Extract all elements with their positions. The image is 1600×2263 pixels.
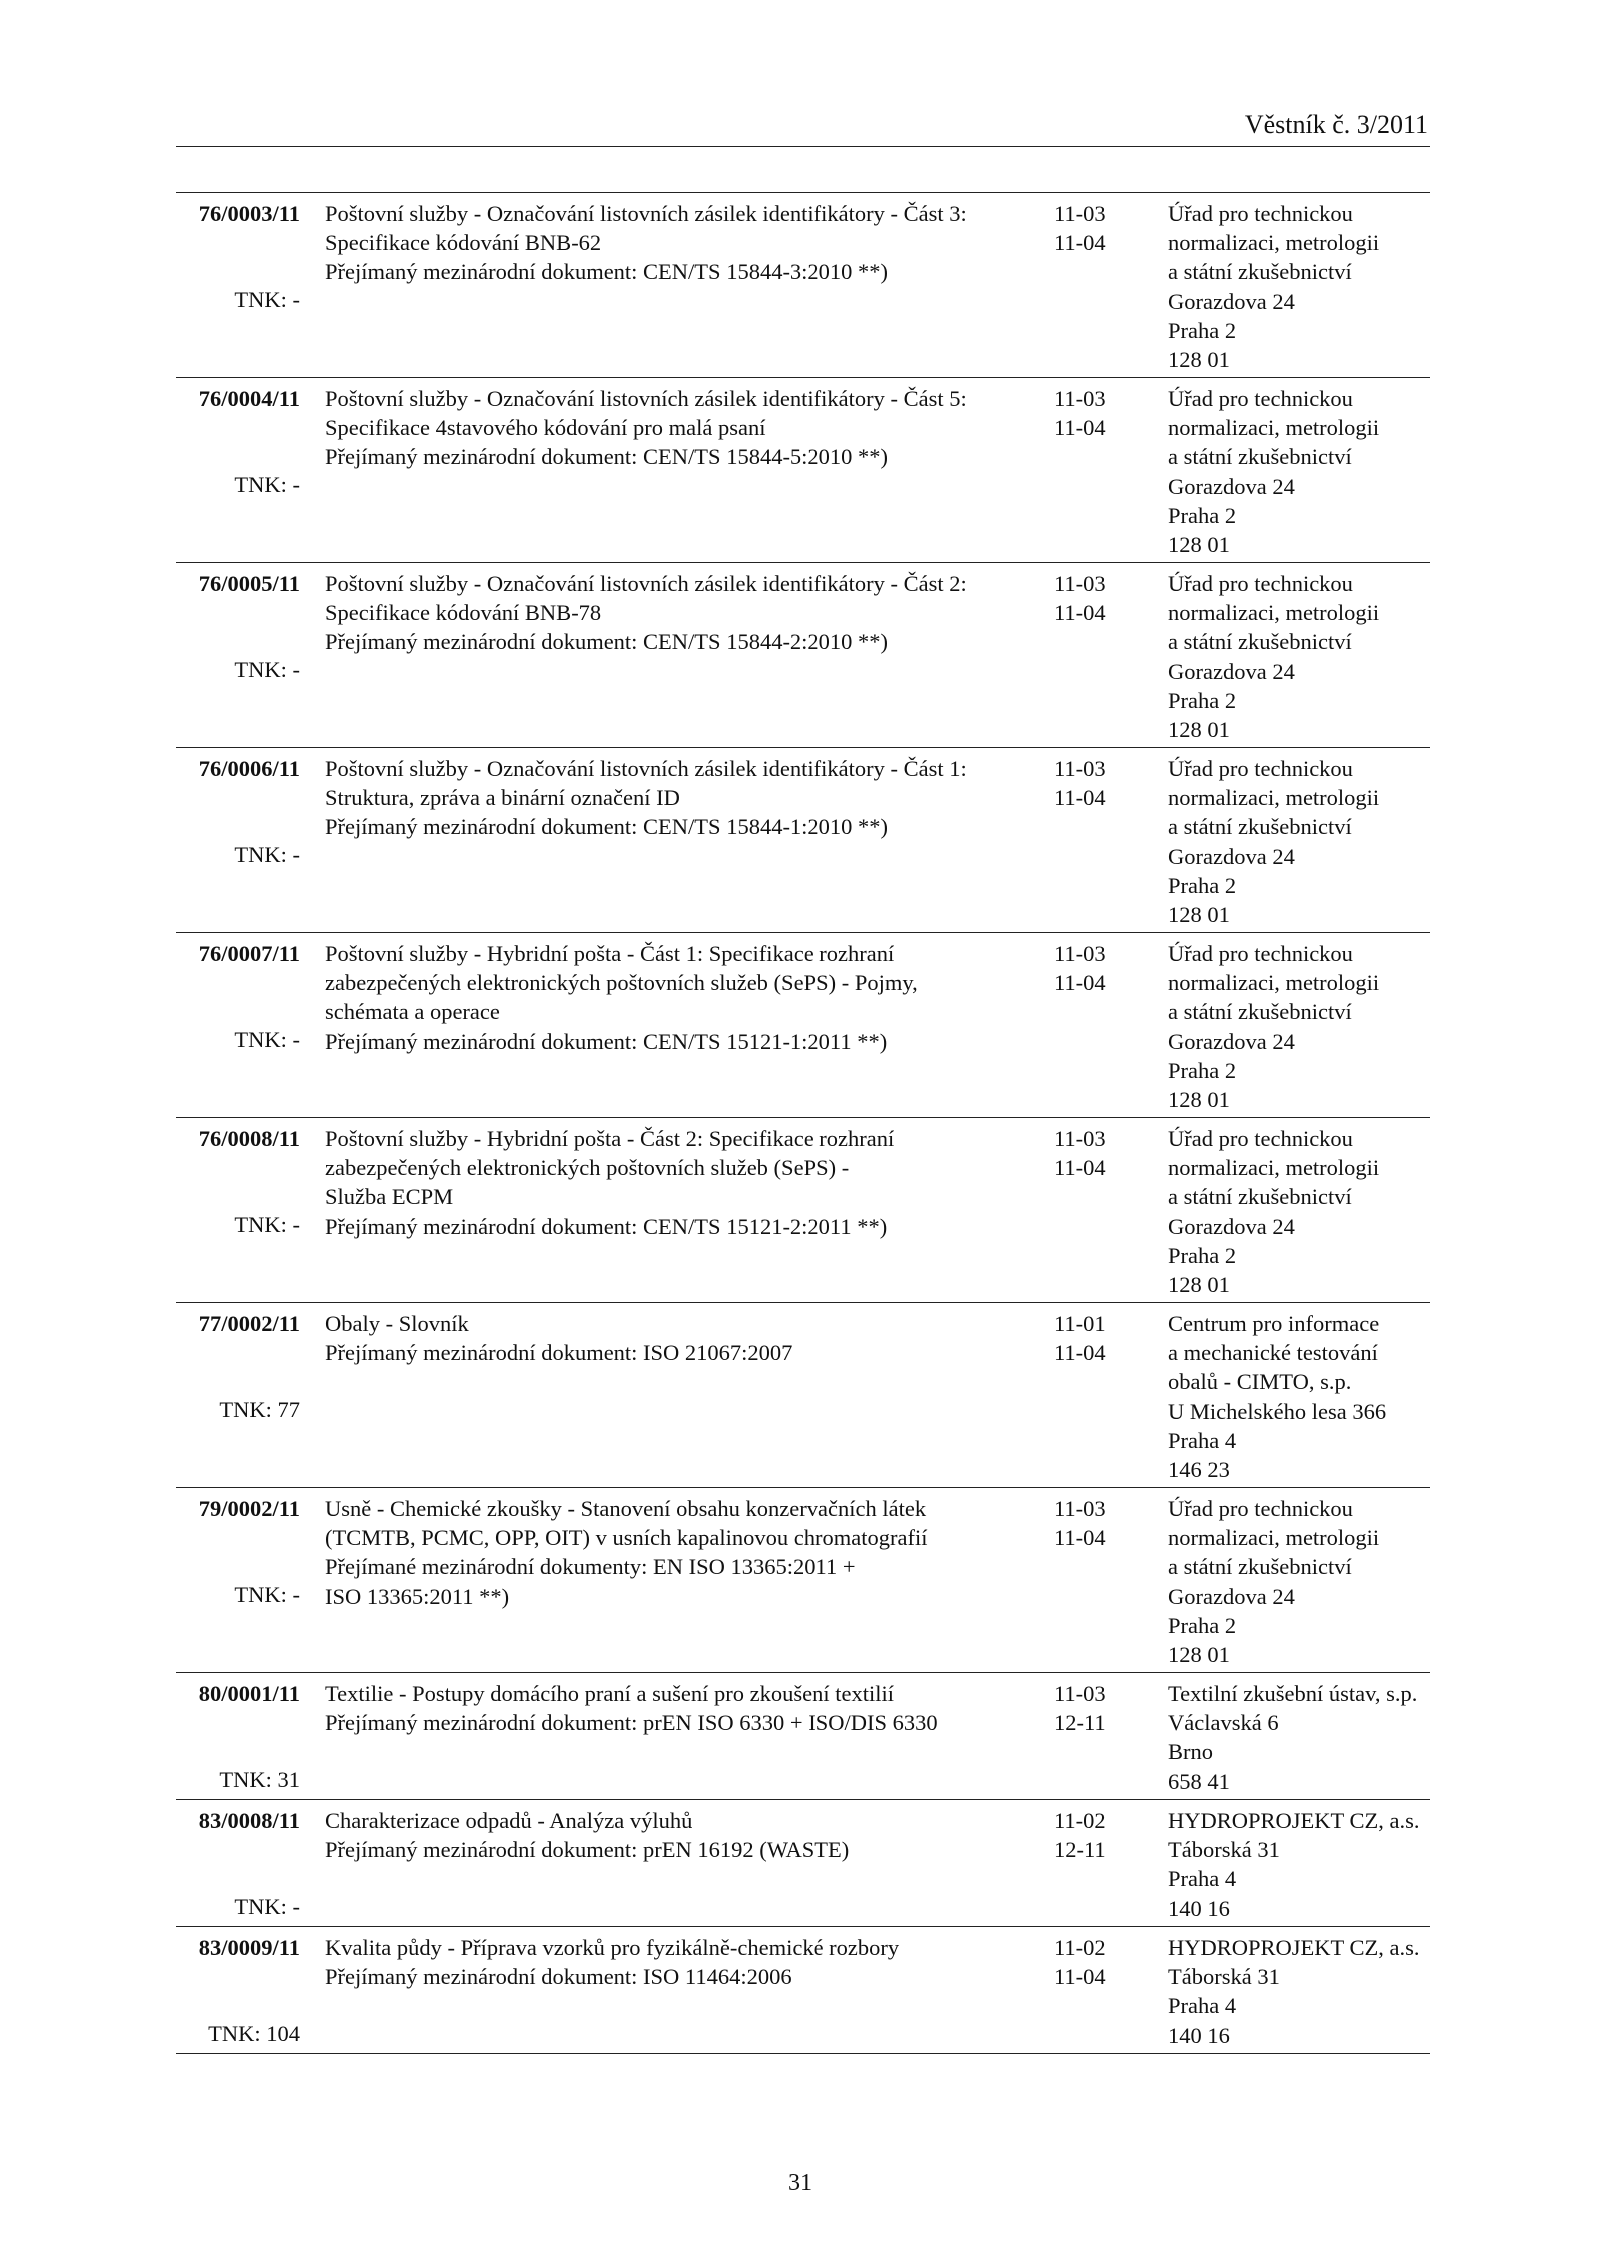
- tnk-label: TNK: -: [234, 1894, 300, 1919]
- dates: 11-01 11-04: [1054, 1311, 1106, 1366]
- organization-address: Textilní zkušební ústav, s.p. Václavská 6 Brno 658 41: [1168, 1681, 1418, 1794]
- table-row: [176, 563, 1430, 748]
- standard-title: Poštovní služby - Označování listovních zásilek identifikátory - Část 2: Specifikace kódování BNB-78 Přejímaný mezinárodní dokument: CEN/TS 15844-2:2010 **): [325, 571, 967, 655]
- table-row: [176, 748, 1430, 933]
- standard-number: 76/0003/11: [198, 201, 300, 226]
- organization-address: Úřad pro technickou normalizaci, metrologii a státní zkušebnictví Gorazdova 24 Praha 2 128 01: [1168, 201, 1380, 373]
- table-row: [176, 1488, 1430, 1673]
- dates: 11-03 11-04: [1054, 201, 1106, 256]
- tnk-label: TNK: -: [234, 1212, 300, 1237]
- table-row: [176, 1118, 1430, 1303]
- organization-address: Úřad pro technickou normalizaci, metrologii a státní zkušebnictví Gorazdova 24 Praha 2 128 01: [1168, 1126, 1380, 1298]
- dates: 11-02 12-11: [1054, 1808, 1106, 1863]
- standard-title: Poštovní služby - Označování listovních zásilek identifikátory - Část 3: Specifikace kódování BNB-62 Přejímaný mezinárodní dokument: CEN/TS 15844-3:2010 **): [325, 201, 967, 285]
- standard-number: 79/0002/11: [198, 1496, 300, 1521]
- tnk-label: TNK: -: [234, 287, 300, 312]
- table-row: [176, 1303, 1430, 1488]
- tnk-label: TNK: 104: [208, 2021, 300, 2046]
- dates: 11-03 11-04: [1054, 571, 1106, 626]
- organization-address: HYDROPROJEKT CZ, a.s. Táborská 31 Praha 4 140 16: [1168, 1808, 1420, 1921]
- page-number: 31: [788, 2170, 812, 2196]
- standard-title: Poštovní služby - Označování listovních zásilek identifikátory - Část 5: Specifikace 4stavového kódování pro malá psaní Přejímaný mezinárodní dokument: CEN/TS 15844-5:2010 **): [325, 386, 967, 470]
- standard-title: Poštovní služby - Hybridní pošta - Část 1: Specifikace rozhraní zabezpečených elektronických poštovních služeb (SePS) - Pojmy, schémata a operace Přejímaný mezinárodní dokument: CEN/TS 15121-1:2011 **): [325, 941, 918, 1054]
- dates: 11-03 12-11: [1054, 1681, 1106, 1736]
- dates: 11-03 11-04: [1054, 386, 1106, 441]
- tnk-label: TNK: 77: [219, 1397, 300, 1422]
- standard-number: 77/0002/11: [198, 1311, 300, 1336]
- table-row: [176, 933, 1430, 1118]
- tnk-label: TNK: -: [234, 1027, 300, 1052]
- table-row: [176, 193, 1430, 378]
- organization-address: Úřad pro technickou normalizaci, metrologii a státní zkušebnictví Gorazdova 24 Praha 2 128 01: [1168, 756, 1380, 928]
- standard-title: Textilie - Postupy domácího praní a sušení pro zkoušení textilií Přejímaný mezinárodní dokument: prEN ISO 6330 + ISO/DIS 6330: [325, 1681, 938, 1736]
- table-row: [176, 1927, 1430, 2054]
- dates: 11-03 11-04: [1054, 941, 1106, 996]
- standard-number: 80/0001/11: [198, 1681, 300, 1706]
- tnk-label: TNK: -: [234, 1582, 300, 1607]
- standard-number: 76/0006/11: [198, 756, 300, 781]
- table-row: [176, 378, 1430, 563]
- tnk-label: TNK: -: [234, 842, 300, 867]
- standard-number: 76/0007/11: [198, 941, 300, 966]
- header-rule: [176, 146, 1430, 147]
- standard-title: Kvalita půdy - Příprava vzorků pro fyzikálně-chemické rozbory Přejímaný mezinárodní dokument: ISO 11464:2006: [325, 1935, 900, 1990]
- organization-address: HYDROPROJEKT CZ, a.s. Táborská 31 Praha 4 140 16: [1168, 1935, 1420, 2048]
- standard-title: Poštovní služby - Označování listovních zásilek identifikátory - Část 1: Struktura, zpráva a binární označení ID Přejímaný mezinárodní dokument: CEN/TS 15844-1:2010 **): [325, 756, 967, 840]
- dates: 11-03 11-04: [1054, 1496, 1106, 1551]
- organization-address: Úřad pro technickou normalizaci, metrologii a státní zkušebnictví Gorazdova 24 Praha 2 128 01: [1168, 1496, 1380, 1668]
- organization-address: Úřad pro technickou normalizaci, metrologii a státní zkušebnictví Gorazdova 24 Praha 2 128 01: [1168, 386, 1380, 558]
- standard-title: Poštovní služby - Hybridní pošta - Část 2: Specifikace rozhraní zabezpečených elektronických poštovních služeb (SePS) - Služba ECPM Přejímaný mezinárodní dokument: CEN/TS 15121-2:2011 **): [325, 1126, 895, 1239]
- bulletin-header: Věstník č. 3/2011: [1244, 110, 1428, 139]
- standard-number: 83/0008/11: [198, 1808, 300, 1833]
- standards-table: [176, 192, 1430, 2054]
- table-row: [176, 1800, 1430, 1927]
- standard-title: Obaly - Slovník Přejímaný mezinárodní dokument: ISO 21067:2007: [325, 1311, 793, 1366]
- tnk-label: TNK: -: [234, 472, 300, 497]
- dates: 11-02 11-04: [1054, 1935, 1106, 1990]
- standard-title: Charakterizace odpadů - Analýza výluhů Přejímaný mezinárodní dokument: prEN 16192 (WASTE): [325, 1808, 850, 1863]
- standard-number: 83/0009/11: [198, 1935, 300, 1960]
- dates: 11-03 11-04: [1054, 756, 1106, 811]
- organization-address: Úřad pro technickou normalizaci, metrologii a státní zkušebnictví Gorazdova 24 Praha 2 128 01: [1168, 571, 1380, 743]
- organization-address: Úřad pro technickou normalizaci, metrologii a státní zkušebnictví Gorazdova 24 Praha 2 128 01: [1168, 941, 1380, 1113]
- table-row: [176, 1673, 1430, 1800]
- standard-number: 76/0005/11: [198, 571, 300, 596]
- organization-address: Centrum pro informace a mechanické testování obalů - CIMTO, s.p. U Michelského lesa 366 Praha 4 146 23: [1168, 1311, 1387, 1483]
- standard-title: Usně - Chemické zkoušky - Stanovení obsahu konzervačních látek (TCMTB, PCMC, OPP, OIT) v usních kapalinovou chromatografií Přejímané mezinárodní dokumenty: EN ISO 13365:2011 + ISO 13365:2011 **): [325, 1496, 928, 1609]
- dates: 11-03 11-04: [1054, 1126, 1106, 1181]
- standard-number: 76/0008/11: [198, 1126, 300, 1151]
- tnk-label: TNK: -: [234, 657, 300, 682]
- tnk-label: TNK: 31: [219, 1767, 300, 1792]
- standard-number: 76/0004/11: [198, 386, 300, 411]
